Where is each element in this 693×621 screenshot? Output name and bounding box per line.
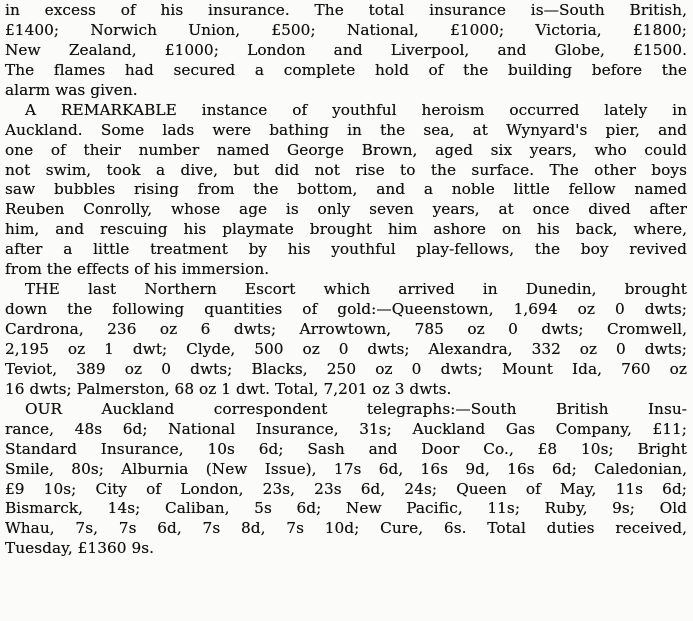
text-line: saw bubbles rising from the bottom, and a noble little fellow named [5,180,687,199]
text-line: one of their number named George Brown, aged six years, who could [5,140,687,159]
paragraph-gold-escort [5,279,687,399]
text-line: Auckland. Some lads were bathing in the sea, at Wynyard's pier, and [5,120,687,139]
text-line: New Zealand, £1000; London and Liverpool, and Globe, £1500. [5,40,687,59]
text-line: THE last Northern Escort which arrived in Dunedin, brought [25,280,687,299]
text-line: Bismarck, 14s; Caliban, 5s 6d; New Pacific, 11s; Ruby, 9s; Old [5,499,687,518]
text-line: him, and rescuing his playmate brought him ashore on his back, where, [5,220,687,239]
text-line: rance, 48s 6d; National Insurance, 31s; Auckland Gas Company, £11; [5,419,687,438]
text-line: Reuben Conrolly, whose age is only seven years, at once dived after [5,200,687,219]
text-line: Teviot, 389 oz 0 dwts; Blacks, 250 oz 0 dwts; Mount Ida, 760 oz [5,359,687,378]
text-line: Tuesday, £1360 9s. [5,539,155,558]
paragraph-fire-insurance [5,0,687,100]
text-line: down the following quantities of gold:—Queenstown, 1,694 oz 0 dwts; [5,300,687,319]
article-column [5,0,687,558]
text-line: not swim, took a dive, but did not rise to the surface. The other boys [5,160,687,179]
paragraph-auckland-shares [5,399,687,559]
text-line: £9 10s; City of London, 23s, 23s 6d, 24s; Queen of May, 11s 6d; [5,479,687,498]
text-line: Whau, 7s, 7s 6d, 7s 8d, 7s 10d; Cure, 6s. Total duties received, [5,519,687,538]
text-line: The flames had secured a complete hold of the building before the [5,60,687,79]
text-line: from the effects of his immersion. [5,260,270,279]
text-line: after a little treatment by his youthful play-fellows, the boy revived [5,240,687,259]
paragraph-youthful-heroism [5,100,687,279]
text-line: Smile, 80s; Alburnia (New Issue), 17s 6d, 16s 9d, 16s 6d; Caledonian, [5,459,687,478]
text-line: 16 dwts; Palmerston, 68 oz 1 dwt. Total, 7,201 oz 3 dwts. [5,379,452,398]
text-line: A REMARKABLE instance of youthful heroism occurred lately in [25,100,687,119]
text-line: in excess of his insurance. The total insurance is—South British, [5,1,687,19]
text-line: Standard Insurance, 10s 6d; Sash and Door Co., £8 10s; Bright [5,439,687,458]
text-line: OUR Auckland correspondent telegraphs:—South British Insu- [25,399,687,418]
text-line: 2,195 oz 1 dwt; Clyde, 500 oz 0 dwts; Alexandra, 332 oz 0 dwts; [5,339,687,358]
text-line: £1400; Norwich Union, £500; National, £1000; Victoria, £1800; [5,20,687,39]
text-line: alarm was given. [5,80,138,99]
text-line: Cardrona, 236 oz 6 dwts; Arrowtown, 785 oz 0 dwts; Cromwell, [5,320,687,338]
